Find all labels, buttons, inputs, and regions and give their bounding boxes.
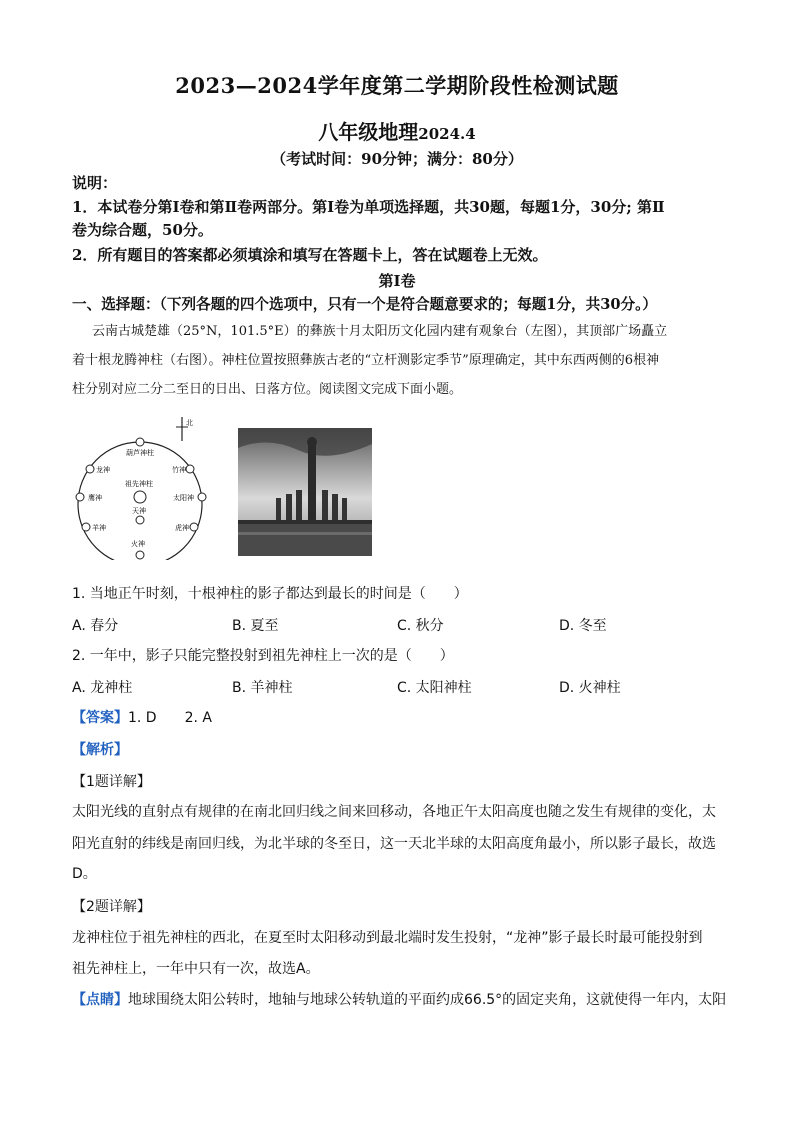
side-pillar-5 — [342, 498, 347, 520]
north-label: 北 — [186, 419, 193, 427]
pillar-zhu-marker — [186, 465, 194, 473]
q1-analysis-line-1: 太阳光线的直射点有规律的在南北回归线之间来回移动，各地正午太阳高度也随之发生有规律的变化，太 — [72, 804, 716, 820]
pillar-tian-marker — [136, 516, 144, 524]
side-pillar-1 — [286, 494, 292, 520]
side-pillar-3 — [322, 490, 328, 520]
question-2-option-c[interactable]: C. 太阳神柱 — [397, 680, 472, 696]
side-pillar-2 — [296, 490, 302, 520]
pillar-hulu-label: 葫芦神柱 — [126, 449, 154, 457]
pillar-huo-marker — [136, 551, 144, 559]
question-1-option-d[interactable]: D. 冬至 — [559, 618, 607, 634]
passage-line-3: 柱分别对应二分二至日的日出、日落方位。阅读图文完成下面小题。 — [72, 382, 463, 397]
pillar-huo-label: 火神 — [131, 540, 145, 548]
section-heading: 第Ⅰ卷 — [378, 272, 416, 290]
pillar-ying-marker — [76, 493, 84, 501]
instructions-label: 说明： — [72, 174, 118, 192]
pillar-yang-label: 羊神 — [92, 524, 106, 532]
answer-label: 【答案】 — [72, 710, 128, 726]
side-pillar-4 — [332, 494, 338, 520]
platform-step — [238, 532, 372, 535]
pillar-tian-label: 天神 — [132, 507, 146, 515]
pillar-photo — [238, 428, 372, 556]
subject-label: 八年级地理 — [318, 120, 419, 144]
pillar-hu-marker — [190, 523, 198, 531]
tip-row — [72, 989, 732, 1011]
analysis-label: 【解析】 — [72, 742, 128, 758]
question-1-option-b[interactable]: B. 夏至 — [232, 618, 279, 634]
pillar-zuxian-label: 祖先神柱 — [125, 480, 153, 488]
question-1-option-c[interactable]: C. 秋分 — [397, 618, 444, 634]
q2-analysis-line-2: 祖先神柱上，一年中只有一次，故选A。 — [72, 961, 320, 977]
pillar-hulu-marker — [136, 438, 144, 446]
question-2-option-a[interactable]: A. 龙神柱 — [72, 680, 133, 696]
pillar-zuxian-marker — [134, 491, 146, 503]
passage-line-1: 云南古城楚雄（25°N，101.5°E）的彝族十月太阳历文化园内建有观象台（左图），其顶部广场矗立 — [92, 324, 668, 339]
question-2-option-b[interactable]: B. 羊神柱 — [232, 680, 293, 696]
pillar-top-icon — [307, 437, 317, 447]
exam-title: 2023—2024学年度第二学期阶段性检测试题 — [175, 73, 619, 98]
pillar-taiyang-label: 太阳神 — [173, 494, 194, 502]
exam-subtitle — [0, 116, 794, 145]
tip-label: 【点睛】 — [72, 992, 128, 1008]
pillar-long-label: 龙神 — [96, 466, 110, 474]
q1-analysis-line-2: 阳光直射的纬线是南回归线，为北半球的冬至日，这一天北半球的太阳高度角最小，所以影子最长，故选 — [72, 836, 716, 852]
question-1-option-a[interactable]: A. 春分 — [72, 618, 119, 634]
instruction-item-2: 2．所有题目的答案都必须填涂和填写在答题卡上，答在试题卷上无效。 — [72, 246, 548, 264]
q2-analysis-label: 【2题详解】 — [72, 899, 151, 915]
exam-info: （考试时间：90分钟；满分：80分） — [271, 150, 523, 168]
question-2-option-d[interactable]: D. 火神柱 — [559, 680, 621, 696]
q1-analysis-line-3: D。 — [72, 866, 97, 882]
pillar-long-marker — [86, 465, 94, 473]
passage-line-2: 着十根龙腾神柱（右图）。神柱位置按照彝族古老的“立杆测影定季节”原理确定，其中东西两侧的6根神 — [72, 353, 660, 368]
pillar-taiyang-marker — [198, 493, 206, 501]
photo-platform — [238, 520, 372, 556]
tip-text: 地球围绕太阳公转时，地轴与地球公转轨道的平面约成66.5°的固定夹角，这就使得一年内，太阳 — [128, 992, 727, 1008]
q2-analysis-line-1: 龙神柱位于祖先神柱的西北，在夏至时太阳移动到最北端时发生投射，“龙神”影子最长时最可能投射到 — [72, 930, 703, 946]
part-heading: 一、选择题：（下列各题的四个选项中，只有一个是符合题意要求的；每题1分，共30分。） — [72, 296, 658, 313]
instruction-item-1-line-1: 1．本试卷分第Ⅰ卷和第Ⅱ卷两部分。第Ⅰ卷为单项选择题，共30题，每题1分，30分; 第Ⅱ — [72, 198, 665, 216]
platform-rail — [238, 520, 372, 524]
central-pillar-shape — [308, 440, 316, 520]
question-1-stem: 1. 当地正午时刻，十根神柱的影子都达到最长的时间是（ ） — [72, 586, 468, 602]
pillar-zhu-label: 竹神 — [172, 466, 186, 474]
instruction-item-1-line-2: 卷为综合题，50分。 — [72, 221, 213, 239]
answer-text: 1. D 2. A — [128, 710, 212, 726]
pillar-layout-diagram — [72, 415, 232, 560]
side-pillar-6 — [276, 498, 281, 520]
answer-row — [72, 707, 732, 729]
pillar-yang-marker — [82, 523, 90, 531]
q1-analysis-label: 【1题详解】 — [72, 774, 151, 790]
pillar-hu-label: 虎神 — [175, 524, 189, 532]
exam-date: 2024.4 — [418, 125, 476, 143]
question-2-options — [72, 677, 732, 697]
pillar-ying-label: 鹰神 — [88, 494, 102, 502]
question-2-stem: 2. 一年中，影子只能完整投射到祖先神柱上一次的是（ ） — [72, 648, 454, 664]
question-1-options — [72, 615, 732, 635]
